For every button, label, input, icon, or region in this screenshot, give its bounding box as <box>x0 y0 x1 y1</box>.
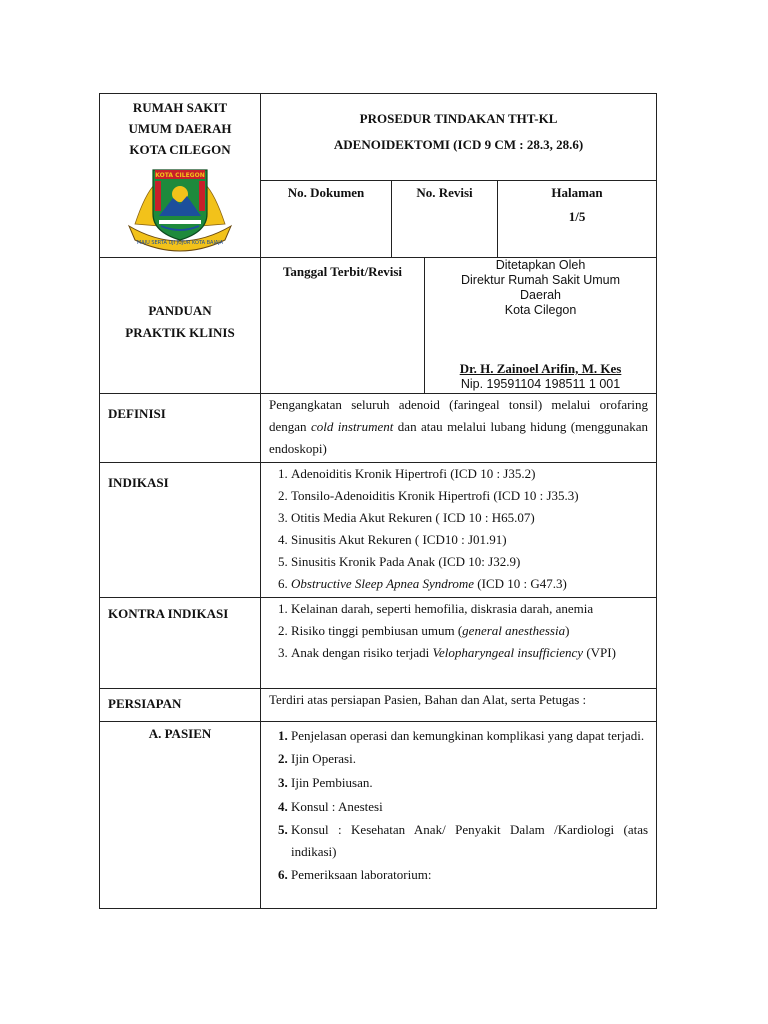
list-item: 6. Obstructive Sleep Apnea Syndrome (ICD 10 : G47.3) <box>291 573 648 595</box>
list-item: 4. Sinusitis Akut Rekuren ( ICD10 : J01.91) <box>291 529 648 551</box>
panduan-title: PANDUAN PRAKTIK KLINIS <box>125 303 235 340</box>
persiapan-content <box>261 689 657 722</box>
no-revisi-cell <box>392 181 498 258</box>
panduan-cell <box>100 258 261 394</box>
list-item: 1. Adenoiditis Kronik Hipertrofi (ICD 10 : J35.2) <box>291 463 648 485</box>
persiapan-label: PERSIAPAN <box>108 696 182 711</box>
svg-text:MAJU SERTA UJI JUJUR KOTA BAJA: MAJU SERTA UJI JUJUR KOTA BAJAJA <box>136 240 224 246</box>
ditetapkan-block: Ditetapkan Oleh Direktur Rumah Sakit Umum Daerah Kota Cilegon <box>460 258 621 317</box>
list-item: 2. Risiko tinggi pembiusan umum (general anesthessia) <box>291 620 648 642</box>
kontra-content <box>261 598 657 689</box>
indikasi-content <box>261 463 657 598</box>
pasien-label: A. PASIEN <box>148 726 212 741</box>
tanggal-label: Tanggal Terbit/Revisi <box>282 264 403 279</box>
signer-name: Dr. H. Zainoel Arifin, M. Kes <box>459 361 622 376</box>
list-item: 6. Pemeriksaan laboratorium: <box>291 863 648 887</box>
hospital-cell <box>100 94 261 258</box>
list-item: 1. Kelainan darah, seperti hemofilia, diskrasia darah, anemia <box>291 598 648 620</box>
no-revisi-label: No. Revisi <box>416 185 473 200</box>
hospital-name: RUMAH SAKIT UMUM DAERAH KOTA CILEGON <box>128 100 232 157</box>
sop-table <box>99 93 657 909</box>
definisi-content <box>261 394 657 463</box>
halaman-label: Halaman <box>551 185 603 200</box>
pasien-list <box>261 722 656 887</box>
no-dokumen-cell <box>261 181 392 258</box>
kontra-label-cell <box>100 598 261 689</box>
halaman-value: 1/5 <box>568 209 586 224</box>
svg-text:KOTA CILEGON: KOTA CILEGON <box>155 172 205 179</box>
definisi-label: DEFINISI <box>108 406 166 421</box>
kontra-label: KONTRA INDIKASI <box>108 606 229 621</box>
list-item: 4. Konsul : Anestesi <box>291 795 648 819</box>
indikasi-label: INDIKASI <box>108 475 169 490</box>
list-item: 2. Ijin Operasi. <box>291 747 648 771</box>
list-item: 2. Tonsilo-Adenoiditis Kronik Hipertrofi (ICD 10 : J35.3) <box>291 485 648 507</box>
persiapan-text: Terdiri atas persiapan Pasien, Bahan dan Alat, serta Petugas : <box>269 692 587 707</box>
signer-nip: Nip. 19591104 198511 1 001 <box>460 377 621 391</box>
ditetapkan-cell <box>425 258 657 394</box>
kontra-list <box>261 598 656 664</box>
no-dokumen-label: No. Dokumen <box>287 185 365 200</box>
indikasi-label-cell <box>100 463 261 598</box>
list-item: 3. Otitis Media Akut Rekuren ( ICD 10 : H65.07) <box>291 507 648 529</box>
definisi-text: Pengangkatan seluruh adenoid (faringeal tonsil) melalui orofaring dengan cold instrument dan atau melalui lubang hidung (menggunakan endoskopi) <box>269 397 649 456</box>
pasien-label-cell <box>100 722 261 909</box>
tanggal-cell <box>261 258 425 394</box>
procedure-title: PROSEDUR TINDAKAN THT-KL ADENOIDEKTOMI (ICD 9 CM : 28.3, 28.6) <box>333 111 584 152</box>
list-item: 1. Penjelasan operasi dan kemungkinan komplikasi yang dapat terjadi. <box>291 725 648 747</box>
list-item: 5. Konsul : Kesehatan Anak/ Penyakit Dalam /Kardiologi (atas indikasi) <box>291 819 648 863</box>
indikasi-list <box>261 463 656 595</box>
list-item: 3. Anak dengan risiko terjadi Velopharyngeal insufficiency (VPI) <box>291 642 648 664</box>
list-item: 3. Ijin Pembiusan. <box>291 771 648 795</box>
kota-cilegon-logo <box>125 164 235 256</box>
title-cell <box>261 94 657 181</box>
halaman-cell <box>498 181 657 258</box>
definisi-label-cell <box>100 394 261 463</box>
list-item: 5. Sinusitis Kronik Pada Anak (ICD 10: J32.9) <box>291 551 648 573</box>
persiapan-label-cell <box>100 689 261 722</box>
pasien-content <box>261 722 657 909</box>
